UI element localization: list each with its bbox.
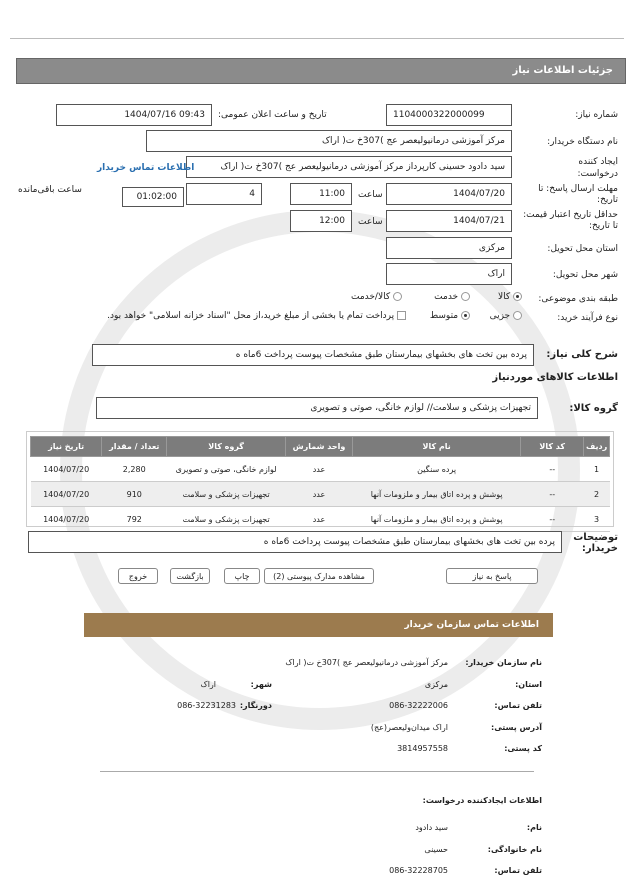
goods-section-title: اطلاعات کالاهای موردنیاز (492, 372, 618, 383)
radio-icon (513, 311, 522, 320)
reply-date-field[interactable]: 1404/07/20 (386, 183, 512, 205)
contact-address-label: آدرس پستی: (491, 723, 542, 732)
table-row[interactable] (31, 482, 610, 507)
category-goods-service-option[interactable]: کالا/خدمت (351, 292, 402, 302)
radio-icon (461, 292, 470, 301)
contact-address-value: اراک میدان‌ولیعصر(عج) (370, 723, 448, 732)
contact-city-value: اراک (200, 680, 216, 689)
province-field[interactable]: مرکزی (386, 237, 512, 259)
contact-phone-label: تلفن تماس: (494, 701, 542, 710)
buyer-org-field[interactable]: مرکز آموزشی درمانیولیعصر عج )307خ ت( اراک (146, 130, 512, 152)
contact-province-value: مرکزی (424, 680, 448, 689)
cell-qty: 2,280 (102, 457, 167, 482)
remaining-time-field[interactable]: 01:02:00 (122, 187, 184, 207)
buyer-notes-label: توضیحات خریدار: (573, 532, 618, 554)
cell-group: تجهیزات پزشکی و سلامت (167, 482, 286, 507)
description-field[interactable]: پرده بین تخت های بخشهای بیمارستان طبق مشخصات پیوست پرداخت 6ماه ه (92, 344, 534, 366)
creator-family-value: حسینی (424, 845, 448, 854)
radio-icon (461, 311, 470, 320)
cell-qty: 792 (102, 507, 167, 532)
announce-date-field[interactable]: 1404/07/16 09:43 (56, 104, 212, 126)
price-validity-label: حداقل تاریخ اعتبار قیمت: تا تاریخ: (523, 210, 618, 231)
col-row: ردیف (584, 437, 610, 457)
price-date-field[interactable]: 1404/07/21 (386, 210, 512, 232)
process-minor-option[interactable]: جزیی (490, 311, 522, 321)
goods-table (30, 436, 610, 532)
exit-button[interactable]: خروج (118, 568, 158, 584)
cell-qty: 910 (102, 482, 167, 507)
treasury-payment-checkbox[interactable]: پرداخت تمام یا بخشی از مبلغ خرید،از محل "اسناد خزانه اسلامی" خواهد بود. (107, 311, 406, 321)
radio-icon (393, 292, 402, 301)
city-field[interactable]: اراک (386, 263, 512, 285)
cell-name: پرده سنگین (353, 457, 521, 482)
col-code: کد کالا (521, 437, 584, 457)
reply-time-field[interactable]: 11:00 (290, 183, 352, 205)
creator-name-label: نام: (526, 823, 542, 832)
category-service-option[interactable]: خدمت (434, 292, 470, 302)
cell-unit: عدد (285, 457, 352, 482)
remaining-time-label: ساعت باقی‌مانده (18, 185, 82, 195)
contact-phone-value: 086-32222006 (389, 701, 448, 710)
category-label: طبقه بندی موضوعی: (538, 294, 618, 304)
print-button[interactable]: چاپ (224, 568, 260, 584)
need-number-label: شماره نیاز: (575, 110, 618, 120)
cell-date: 1404/07/20 (31, 507, 102, 532)
buyer-org-label: نام دستگاه خریدار: (547, 137, 618, 147)
col-unit: واحد شمارش (285, 437, 352, 457)
contact-section-header: اطلاعات تماس سازمان خریدار (84, 613, 553, 637)
cell-unit: عدد (285, 482, 352, 507)
table-row[interactable] (31, 507, 610, 532)
goods-group-label: گروه کالا: (569, 403, 618, 414)
col-group: گروه کالا (167, 437, 286, 457)
reply-button[interactable]: پاسخ به نیاز (446, 568, 538, 584)
price-time-label: ساعت (358, 217, 383, 227)
contact-fax-label: دورنگار: (239, 701, 272, 710)
reply-deadline-label: مهلت ارسال پاسخ: تا تاریخ: (538, 184, 618, 205)
cell-name: پوشش و پرده اتاق بیمار و ملزومات آنها (353, 482, 521, 507)
contact-postal-value: 3814957558 (397, 744, 448, 753)
cell-row: 1 (584, 457, 610, 482)
contact-province-label: استان: (515, 680, 542, 689)
province-label: استان محل تحویل: (547, 244, 618, 254)
cell-row: 3 (584, 507, 610, 532)
contact-postal-label: کد پستی: (504, 744, 542, 753)
contact-fax-value: 086-32231283 (177, 701, 236, 710)
cell-row: 2 (584, 482, 610, 507)
contact-city-label: شهر: (250, 680, 272, 689)
goods-group-field[interactable]: تجهیزات پزشکی و سلامت// لوازم خانگی، صوتی و تصویری (96, 397, 538, 419)
creator-phone-value: 086-32228705 (389, 866, 448, 875)
announce-date-label: تاریخ و ساعت اعلان عمومی: (218, 110, 327, 120)
process-label: نوع فرآیند خرید: (557, 313, 618, 323)
cell-group: تجهیزات پزشکی و سلامت (167, 507, 286, 532)
contact-divider (100, 771, 534, 772)
cell-name: پوشش و پرده اتاق بیمار و ملزومات آنها (353, 507, 521, 532)
col-qty: تعداد / مقدار (102, 437, 167, 457)
cell-date: 1404/07/20 (31, 482, 102, 507)
cell-code: -- (521, 457, 584, 482)
days-field[interactable]: 4 (186, 183, 262, 205)
city-label: شهر محل تحویل: (552, 270, 618, 280)
creator-family-label: نام خانوادگی: (487, 845, 542, 854)
contact-org-value: مرکز آموزشی درمانیولیعصر عج )307خ ت( اراک (285, 658, 448, 667)
cell-unit: عدد (285, 507, 352, 532)
top-divider (10, 38, 624, 39)
col-date: تاریخ نیاز (31, 437, 102, 457)
table-header-row (31, 437, 610, 457)
creator-info-title: اطلاعات ایجادکننده درخواست: (422, 796, 542, 805)
cell-code: -- (521, 507, 584, 532)
creator-name-value: سید دادود (415, 823, 448, 832)
cell-code: -- (521, 482, 584, 507)
cell-group: لوازم خانگی، صوتی و تصویری (167, 457, 286, 482)
view-attachments-button[interactable]: مشاهده مدارک پیوستی (2) (264, 568, 374, 584)
price-time-field[interactable]: 12:00 (290, 210, 352, 232)
table-row[interactable] (31, 457, 610, 482)
category-goods-option[interactable]: کالا (498, 292, 522, 302)
checkbox-icon (397, 311, 406, 320)
description-label: شرح کلی نیاز: (546, 349, 618, 360)
back-button[interactable]: بازگشت (170, 568, 210, 584)
cell-date: 1404/07/20 (31, 457, 102, 482)
col-name: نام کالا (353, 437, 521, 457)
buyer-contact-link[interactable]: اطلاعات تماس خریدار (97, 163, 195, 173)
creator-label: ایجاد کننده درخواست: (577, 157, 618, 179)
radio-icon (513, 292, 522, 301)
creator-field[interactable]: سید دادود حسینی کارپرداز مرکز آموزشی درمانیولیعصر عج )307خ ت( اراک (186, 156, 512, 178)
buyer-notes-field[interactable]: پرده بین تخت های بخشهای بیمارستان طبق مشخصات پیوست پرداخت 6ماه ه (28, 531, 562, 553)
reply-time-label: ساعت (358, 190, 383, 200)
contact-org-label: نام سازمان خریدار: (465, 658, 542, 667)
process-medium-option[interactable]: متوسط (430, 311, 470, 321)
creator-phone-label: تلفن تماس: (494, 866, 542, 875)
need-number-field[interactable]: 1104000322000099 (386, 104, 512, 126)
page-header: جزئیات اطلاعات نیاز (16, 58, 626, 84)
